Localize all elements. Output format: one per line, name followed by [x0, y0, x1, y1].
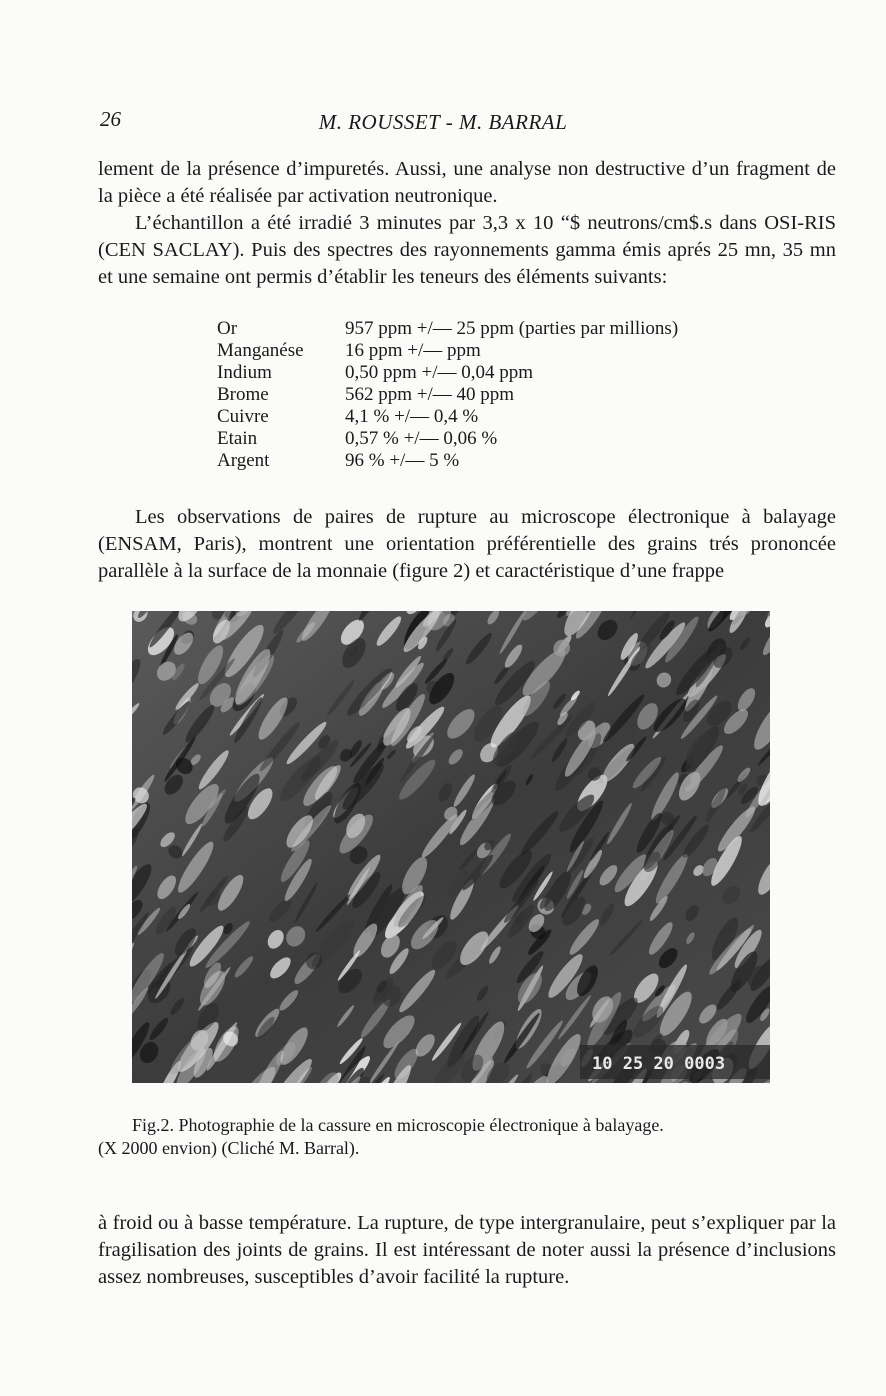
element-row	[217, 362, 678, 384]
element-name: Manganése	[217, 340, 304, 361]
element-value: 16 ppm +/— ppm	[345, 340, 481, 361]
paragraph-irradiation: L’échantillon a été irradié 3 minutes par 3,3 x 10 “$ neutrons/cm$.s dans OSI-RIS (CEN SACLAY). Puis des spectres des rayonnements gamma émis aprés 25 mn, 35 mn et une semaine ont permis d’établir les teneurs des éléments suivants:	[98, 212, 836, 288]
element-value: 0,50 ppm +/— 0,04 ppm	[345, 362, 534, 383]
element-row	[217, 406, 678, 428]
element-value: 4,1 % +/— 0,4 %	[345, 406, 479, 427]
element-name: Indium	[217, 362, 272, 383]
caption-line-2: (X 2000 envion) (Cliché M. Barral).	[98, 1138, 360, 1158]
element-value: 562 ppm +/— 40 ppm	[345, 384, 515, 405]
element-row	[217, 340, 678, 362]
sem-databar: 10 25 20 0003	[592, 1054, 726, 1074]
element-value: 96 % +/— 5 %	[345, 450, 460, 471]
element-row	[217, 428, 678, 450]
element-value: 957 ppm +/— 25 ppm (parties par millions)	[345, 318, 679, 339]
element-name: Argent	[217, 450, 270, 471]
element-name: Etain	[217, 428, 258, 449]
running-title: M. ROUSSET - M. BARRAL	[318, 110, 568, 134]
element-concentration-table	[217, 318, 678, 472]
element-name: Cuivre	[217, 406, 269, 427]
element-row	[217, 384, 678, 406]
caption-line-1: Fig.2. Photographie de la cassure en microscopie électronique à balayage.	[132, 1115, 664, 1135]
sem-micrograph-image	[132, 611, 770, 1083]
element-value: 0,57 % +/— 0,06 %	[345, 428, 498, 449]
element-row	[217, 318, 678, 340]
page-number: 26	[100, 107, 121, 131]
sem-micrograph	[132, 611, 770, 1083]
figure-caption	[98, 1114, 798, 1160]
paragraph-intro: lement de la présence d’impuretés. Aussi, une analyse non destructive d’un fragment de la pièce a été réalisée par activation neutronique.	[98, 158, 836, 207]
element-name: Or	[217, 318, 238, 339]
paragraph-conclusion: à froid ou à basse température. La rupture, de type intergranulaire, peut s’expliquer par la fragilisation des joints de grains. Il est intéressant de noter aussi la présence d’inclusions assez nombreuses, susceptibles d’avoir facilité la rupture.	[98, 1212, 836, 1288]
element-name: Brome	[217, 384, 269, 405]
paragraph-observations: Les observations de paires de rupture au microscope électronique à balayage (ENSAM, Paris), montrent une orientation préférentielle des grains trés prononcée parallèle à la surface de la monnaie (figure 2) et caractéristique d’une frappe	[98, 506, 836, 582]
element-row	[217, 450, 678, 472]
